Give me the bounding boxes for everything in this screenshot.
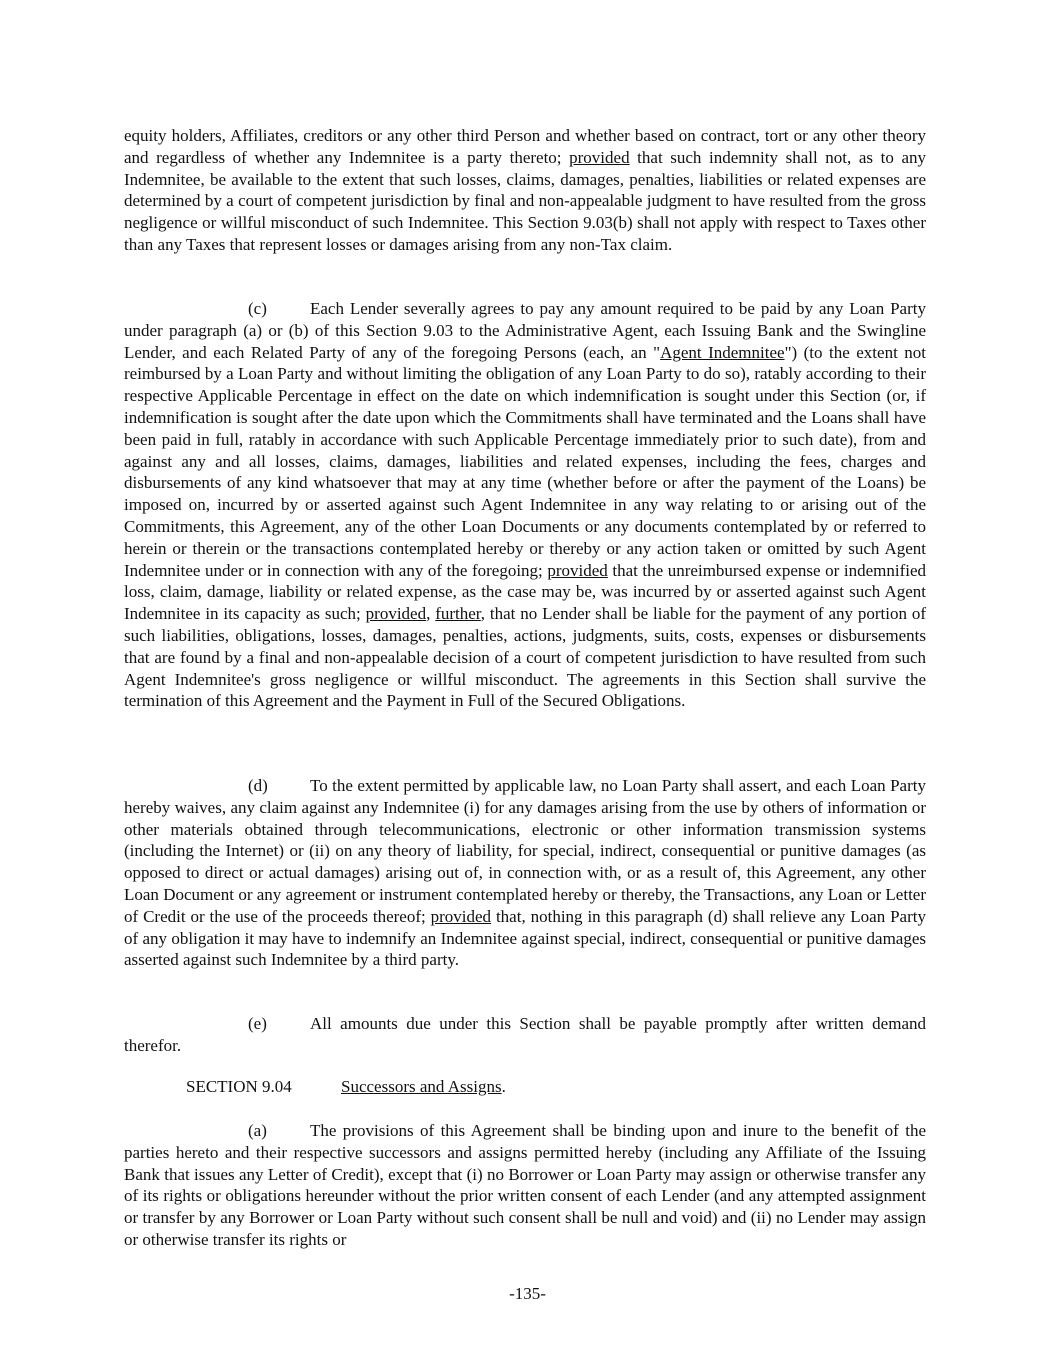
- text-run: , that no Lender shall be liable for the payment of any portion of such liabilities, obligations, losses, damages, penalties, actions, judgments, suits, costs, expenses or disbursements that are found by a final and non-appealable decision of a court of competent jurisdiction to have resulted from such Agent Indemnitee's gross negligence or willful misconduct. The agreements in this Section shall survive the termination of this Agreement and the Payment in Full of the Secured Obligations.: [124, 604, 926, 711]
- text-run: that such indemnity shall not, as to any Indemnitee, be available to the extent that such losses, claims, damages, penalties, liabilities or related expenses are determined by a court of competent jurisdiction by final and non-appealable judgment to have resulted from the gross negligence or willful misconduct of such Indemnitee. This Section 9.03(b) shall not apply with respect to Taxes other than any Taxes that represent losses or damages arising from any non-Tax claim.: [124, 147, 926, 254]
- underlined-term: provided: [365, 604, 427, 624]
- paragraph-c: [124, 298, 926, 712]
- underlined-term: further: [435, 604, 481, 624]
- text-run: The provisions of this Agreement shall be binding upon and inure to the benefit of the parties hereto and their respective successors and assigns permitted hereby (including any Affiliate of the Issuing Bank that issues any Letter of Credit), except that (i) no Borrower or Loan Party may assign or otherwise transfer any of its rights or obligations hereunder without the prior written consent of each Lender (and any attempted assignment or transfer by any Borrower or Loan Party without such consent shall be null and void) and (ii) no Lender may assign or otherwise transfer its rights or: [124, 1121, 926, 1249]
- paragraph-a: [124, 1120, 926, 1251]
- section-number: SECTION 9.04: [186, 1077, 292, 1096]
- paragraph-label: (c): [248, 299, 267, 318]
- paragraph-label: (e): [248, 1014, 267, 1033]
- text-run: that the unreimbursed expense or indemnified loss, claim, damage, liability or related expense, as the case may be, was incurred by or asserted against such Agent Indemnitee in its capacity as such;: [124, 560, 927, 624]
- section-title: Successors and Assigns: [341, 1077, 502, 1096]
- text-run: that, nothing in this paragraph (d) shall relieve any Loan Party of any obligation it may have to indemnify an Indemnitee against special, indirect, consequential or punitive damages asserted against such Indemnitee by a third party.: [124, 906, 926, 970]
- paragraph-e: [124, 1013, 926, 1057]
- text-run: equity holders, Affiliates, creditors or any other third Person and whether based on contract, tort or any other theory and regardless of whether any Indemnitee is a party thereto;: [124, 126, 926, 167]
- text-run: Each Lender severally agrees to pay any amount required to be paid by any Loan Party under paragraph (a) or (b) of this Section 9.03 to the Administrative Agent, each Issuing Bank and the Swingline Lender, and each Related Party of any of the foregoing Persons (each, an ": [124, 299, 926, 362]
- section-heading: [186, 1076, 506, 1098]
- underlined-term: provided: [430, 906, 492, 926]
- paragraph-d: [124, 775, 926, 971]
- text-run: All amounts due under this Section shall be payable promptly after written demand therefor.: [124, 1014, 926, 1055]
- paragraph-b-continuation: [124, 125, 926, 256]
- underlined-term: provided: [547, 560, 608, 580]
- paragraph-label: (a): [248, 1121, 267, 1140]
- page-number: -135-: [509, 1284, 546, 1303]
- text-run: To the extent permitted by applicable law, no Loan Party shall assert, and each Loan Party hereby waives, any claim against any Indemnitee (i) for any damages arising from the use by others of information or other materials obtained through telecommunications, electronic or other information transmission systems (including the Internet) or (ii) on any theory of liability, for special, indirect, consequential or punitive damages (as opposed to direct or actual damages) arising out of, in connection with, or as a result of, this Agreement, any other Loan Document or any agreement or instrument contemplated hereby or thereby, the Transactions, any Loan or Letter of Credit or the use of the proceeds thereof;: [124, 776, 926, 926]
- defined-term-agent-indemnitee: Agent Indemnitee: [660, 342, 785, 362]
- paragraph-label: (d): [248, 776, 268, 795]
- text-run: ") (to the extent not reimbursed by a Loan Party and without limiting the obligation of any Loan Party to do so), ratably according to their respective Applicable Percentage in effect on the date on which indemnification is sought under this Section (or, if indemnification is sought after the date upon which the Commitments shall have terminated and the Loans shall have been paid in full, ratably in accordance with such Applicable Percentage immediately prior to such date), from and against any and all losses, claims, damages, liabilities and related expenses, including the fees, charges and disbursements of any kind whatsoever that may at any time (whether before or after the payment of the Loans) be imposed on, incurred by or asserted against such Agent Indemnitee in any way relating to or arising out of the Commitments, this Agreement, any of the other Loan Documents or any documents contemplated by or referred to herein or therein or the transactions contemplated hereby or thereby or any action taken or omitted by such Agent Indemnitee under or in connection with any of the foregoing;: [124, 342, 926, 580]
- section-title-period: .: [501, 1077, 506, 1096]
- text-run: ,: [426, 604, 436, 624]
- underlined-term: provided: [569, 147, 630, 167]
